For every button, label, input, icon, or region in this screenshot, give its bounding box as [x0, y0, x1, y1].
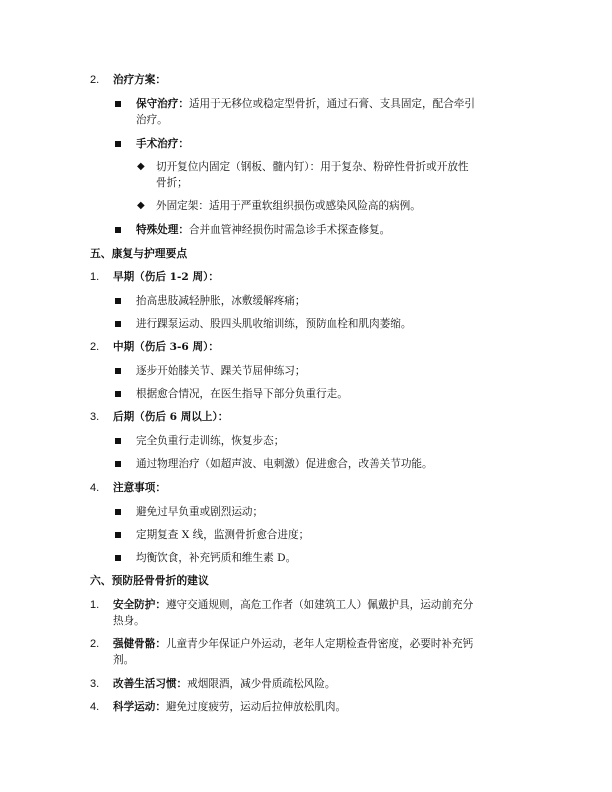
prevention-item-safety: [113, 597, 473, 613]
list-item: 定期复查 X 线，监测骨折愈合进度；: [136, 529, 310, 541]
item-text: 戒烟限酒，减少骨质疏松风险。: [187, 678, 336, 690]
prevention-item-exercise: [113, 699, 346, 715]
item-text: 儿童青少年保证户外运动，老年人定期检查骨密度，必要时补充钙: [165, 638, 474, 650]
square-bullet-icon: [115, 438, 121, 444]
list-number: 2.: [90, 341, 100, 353]
list-number: 2.: [90, 638, 100, 650]
item-text: 遵守交通规则，高危工作者（如建筑工人）佩戴护具，运动前充分: [165, 599, 474, 611]
list-number: 3.: [90, 678, 100, 690]
section-heading-prevention: 六、预防胫骨骨折的建议: [90, 574, 209, 587]
list-item: 逐步开始膝关节、踝关节屈伸练习；: [136, 365, 306, 377]
item-label: 安全防护：: [113, 599, 166, 611]
square-bullet-icon: [115, 509, 121, 515]
square-bullet-icon: [115, 368, 121, 374]
square-bullet-icon: [115, 555, 121, 561]
item-text-continued: 剂。: [113, 654, 135, 666]
item-text: 避免过度疲劳，运动后拉伸放松肌肉。: [165, 701, 347, 713]
prevention-item-bones: [113, 636, 473, 652]
list-number: 1.: [90, 271, 100, 283]
list-number: 2.: [90, 74, 100, 86]
list-number: 4.: [90, 701, 100, 713]
item-label: 保守治疗：: [136, 98, 189, 110]
list-item: 进行踝泵运动、股四头肌收缩训练，预防血栓和肌肉萎缩。: [136, 318, 412, 330]
phase-title-late: 后期（伤后 6 周以上）：: [113, 411, 229, 423]
item-text: 合并血管神经损伤时需急诊手术探查修复。: [188, 224, 391, 236]
list-number: 3.: [90, 411, 100, 423]
list-item: 通过物理治疗（如超声波、电刺激）促进愈合，改善关节功能。: [136, 458, 433, 470]
phase-title-middle: 中期（伤后 3-6 周）：: [113, 341, 219, 353]
sub-item-orif: 切开复位内固定（钢板、髓内钉）：用于复杂、粉碎性骨折或开放性: [156, 161, 469, 173]
item-label: 改善生活习惯：: [113, 678, 188, 690]
prevention-item-lifestyle: [113, 676, 335, 692]
list-number: 4.: [90, 482, 100, 494]
item-label: 科学运动：: [113, 701, 166, 713]
square-bullet-icon: [115, 227, 121, 233]
list-item-special: [136, 222, 390, 238]
square-bullet-icon: [115, 101, 121, 107]
list-item: 抬高患肢减轻肿胀，冰敷缓解疼痛；: [136, 295, 306, 307]
diamond-bullet-icon: ◆: [137, 200, 145, 211]
item-text-continued: 治疗。: [136, 114, 168, 126]
list-number: 1.: [90, 599, 100, 611]
section-title-treatment: 治疗方案：: [113, 74, 166, 86]
sub-item-external-fixator: 外固定架：适用于严重软组织损伤或感染风险高的病例。: [156, 200, 421, 212]
phase-title-notes: 注意事项：: [113, 482, 166, 494]
list-item: 均衡饮食，补充钙质和维生素 D。: [136, 552, 297, 564]
list-item: 完全负重行走训练，恢复步态；: [136, 435, 285, 447]
item-label: 强健骨骼：: [113, 638, 166, 650]
item-text-continued: 热身。: [113, 615, 145, 627]
square-bullet-icon: [115, 298, 121, 304]
square-bullet-icon: [115, 141, 121, 147]
list-item-surgery: 手术治疗：: [136, 138, 189, 150]
item-label: 特殊处理：: [136, 224, 189, 236]
section-heading-rehab: 五、康复与护理要点: [90, 247, 188, 260]
diamond-bullet-icon: ◆: [137, 161, 145, 172]
square-bullet-icon: [115, 321, 121, 327]
square-bullet-icon: [115, 461, 121, 467]
list-item: 避免过早负重或剧烈运动；: [136, 506, 264, 518]
sub-item-text-continued: 骨折；: [156, 177, 188, 189]
phase-title-early: 早期（伤后 1-2 周）：: [113, 271, 219, 283]
list-item-conservative: [136, 96, 475, 112]
square-bullet-icon: [115, 391, 121, 397]
item-text: 适用于无移位或稳定型骨折，通过石膏、支具固定，配合牵引: [188, 98, 475, 110]
square-bullet-icon: [115, 532, 121, 538]
list-item: 根据愈合情况，在医生指导下部分负重行走。: [136, 388, 348, 400]
